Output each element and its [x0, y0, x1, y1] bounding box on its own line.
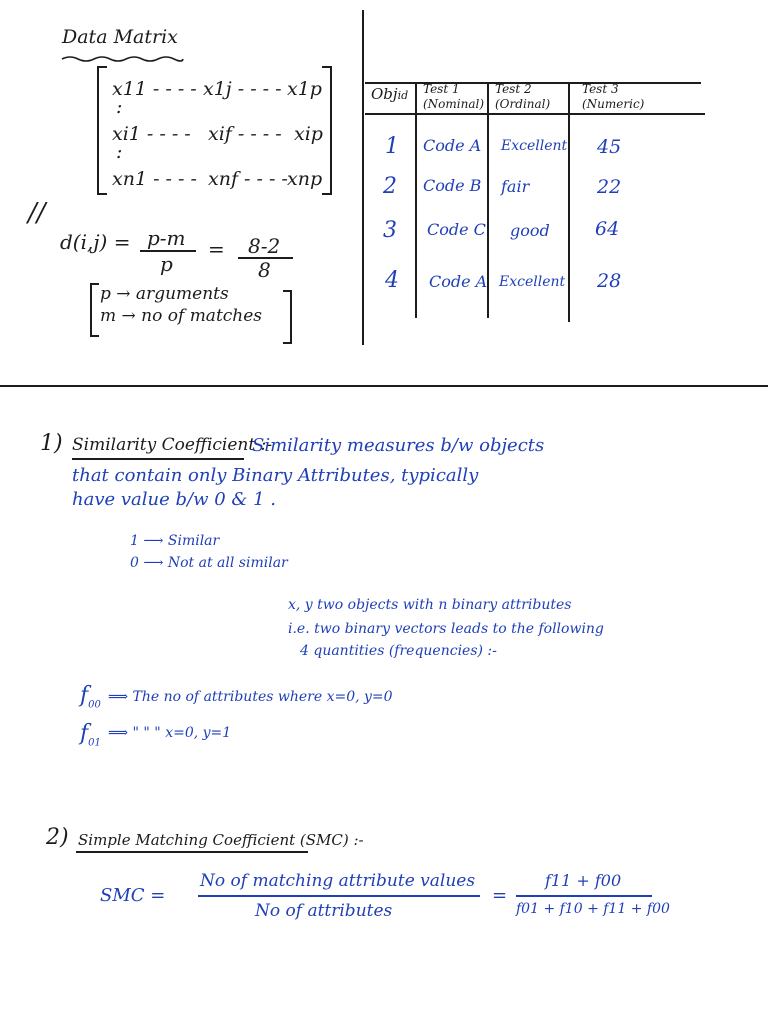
header-test3 [582, 82, 644, 112]
xy-binary-line2: i.e. two binary vectors leads to the following [288, 621, 604, 637]
title-underline [60, 54, 185, 64]
smc-equals: = [492, 885, 508, 906]
row2-obj: 2 [383, 174, 397, 199]
header-obj-line2: id [397, 89, 409, 102]
f01-definition: ⟹ " " " x=0, y=1 [108, 725, 232, 741]
header-test2-line1: Test 2 [495, 82, 532, 96]
f00-definition: ⟹ The no of attributes where x=0, y=0 [108, 689, 393, 705]
smc-lhs: SMC = [100, 885, 166, 906]
f01-letter: f [80, 721, 89, 746]
note-m-matches: m → no of matches [100, 306, 263, 326]
header-test1-line1: Test 1 [423, 82, 460, 96]
smc-numerator: No of matching attribute values [200, 871, 476, 891]
header-obj-line1: Obj [371, 85, 398, 103]
xy-binary-line1: x, y two objects with n binary attributes [288, 597, 572, 613]
matrix-vdots-1: : [116, 96, 123, 118]
object-test-table [365, 78, 705, 328]
matrix-r1-c3: x1p [287, 78, 322, 100]
fraction2-denominator: 8 [258, 258, 271, 282]
row4-test2: Excellent [499, 274, 566, 290]
matrix-r2-c3: xip [294, 123, 323, 145]
header-test2 [495, 82, 550, 112]
row3-test3: 64 [595, 218, 620, 240]
smc-fraction-bar [198, 895, 480, 897]
smc-heading-number: 2) [46, 825, 69, 850]
smc-rhs-numerator: f11 + f00 [545, 871, 622, 890]
row2-test3: 22 [597, 176, 622, 198]
similarity-heading-underline [72, 458, 244, 460]
row4-test1: Code A [429, 272, 488, 291]
matrix-r3-c2: xnf - - - - [208, 168, 288, 190]
fraction1-denominator: p [160, 252, 173, 276]
data-matrix-title: Data Matrix [62, 26, 178, 48]
similarity-def-line1: Similarity measures b/w objects [252, 435, 545, 456]
double-slash-mark: // [28, 198, 46, 228]
row2-test1: Code B [423, 176, 482, 195]
smc-rhs-bar [516, 895, 652, 897]
matrix-r3-c1: xn1 - - - - [112, 168, 197, 190]
row2-test2: fair [501, 177, 530, 196]
header-obj [371, 87, 408, 103]
fraction2-numerator: 8-2 [248, 234, 281, 258]
row1-test3: 45 [597, 136, 622, 158]
similarity-section [0, 385, 768, 1024]
xy-binary-line3: 4 quantities (frequencies) :- [300, 643, 497, 659]
row1-test1: Code A [423, 136, 482, 155]
row4-obj: 4 [385, 268, 399, 293]
matrix-right-bracket [322, 66, 332, 195]
smc-denominator: No of attributes [255, 901, 393, 921]
smc-rhs-denominator: f01 + f10 + f11 + f00 [516, 901, 670, 917]
table-col-line-1 [415, 82, 417, 318]
distance-lhs: d(i,j) = [60, 230, 131, 254]
similarity-def-line3: have value b/w 0 & 1 . [72, 489, 277, 510]
notes-right-bracket [283, 290, 292, 344]
fraction1-numerator: p-m [147, 226, 186, 250]
smc-heading-underline [76, 851, 308, 853]
table-col-line-3 [568, 82, 570, 322]
notes-left-bracket [90, 283, 99, 337]
f00-symbol [80, 683, 101, 710]
data-matrix-section [0, 0, 768, 385]
matrix-vdots-2: : [116, 141, 123, 163]
row1-obj: 1 [385, 134, 399, 159]
similarity-heading: Similarity Coefficient :- [72, 435, 273, 455]
value-zero-not-similar: 0 ⟶ Not at all similar [130, 555, 288, 571]
matrix-r2-c2: xif - - - - [208, 123, 282, 145]
matrix-r1-c1: x11 - - - - [112, 78, 197, 100]
header-test2-line2: (Ordinal) [495, 97, 551, 111]
similarity-def-line2: that contain only Binary Attributes, typically [72, 465, 479, 486]
matrix-r1-c2: x1j - - - - [203, 78, 282, 100]
row1-test2: Excellent [501, 138, 568, 154]
similarity-heading-number: 1) [40, 431, 63, 456]
header-test3-line2: (Numeric) [582, 97, 645, 111]
matrix-r3-c3: xnp [287, 168, 323, 190]
formula-equals: = [208, 237, 225, 261]
smc-heading: Simple Matching Coefficient (SMC) :- [78, 831, 364, 849]
note-p-arguments: p → arguments [100, 284, 229, 304]
row3-test1: Code C [427, 220, 486, 239]
matrix-left-bracket [97, 66, 107, 195]
f01-subscript: 01 [88, 737, 101, 749]
row3-test2: good [510, 221, 550, 240]
matrix-r2-c1: xi1 - - - - [112, 123, 191, 145]
header-test3-line1: Test 3 [582, 82, 619, 96]
header-test1-line2: (Nominal) [423, 97, 485, 111]
header-test1 [423, 82, 484, 112]
row3-obj: 3 [383, 218, 397, 243]
f00-letter: f [80, 683, 89, 708]
f00-subscript: 00 [88, 699, 101, 711]
row4-test3: 28 [597, 270, 622, 292]
value-one-similar: 1 ⟶ Similar [130, 533, 220, 549]
f01-symbol [80, 721, 101, 748]
vertical-divider [362, 10, 364, 345]
